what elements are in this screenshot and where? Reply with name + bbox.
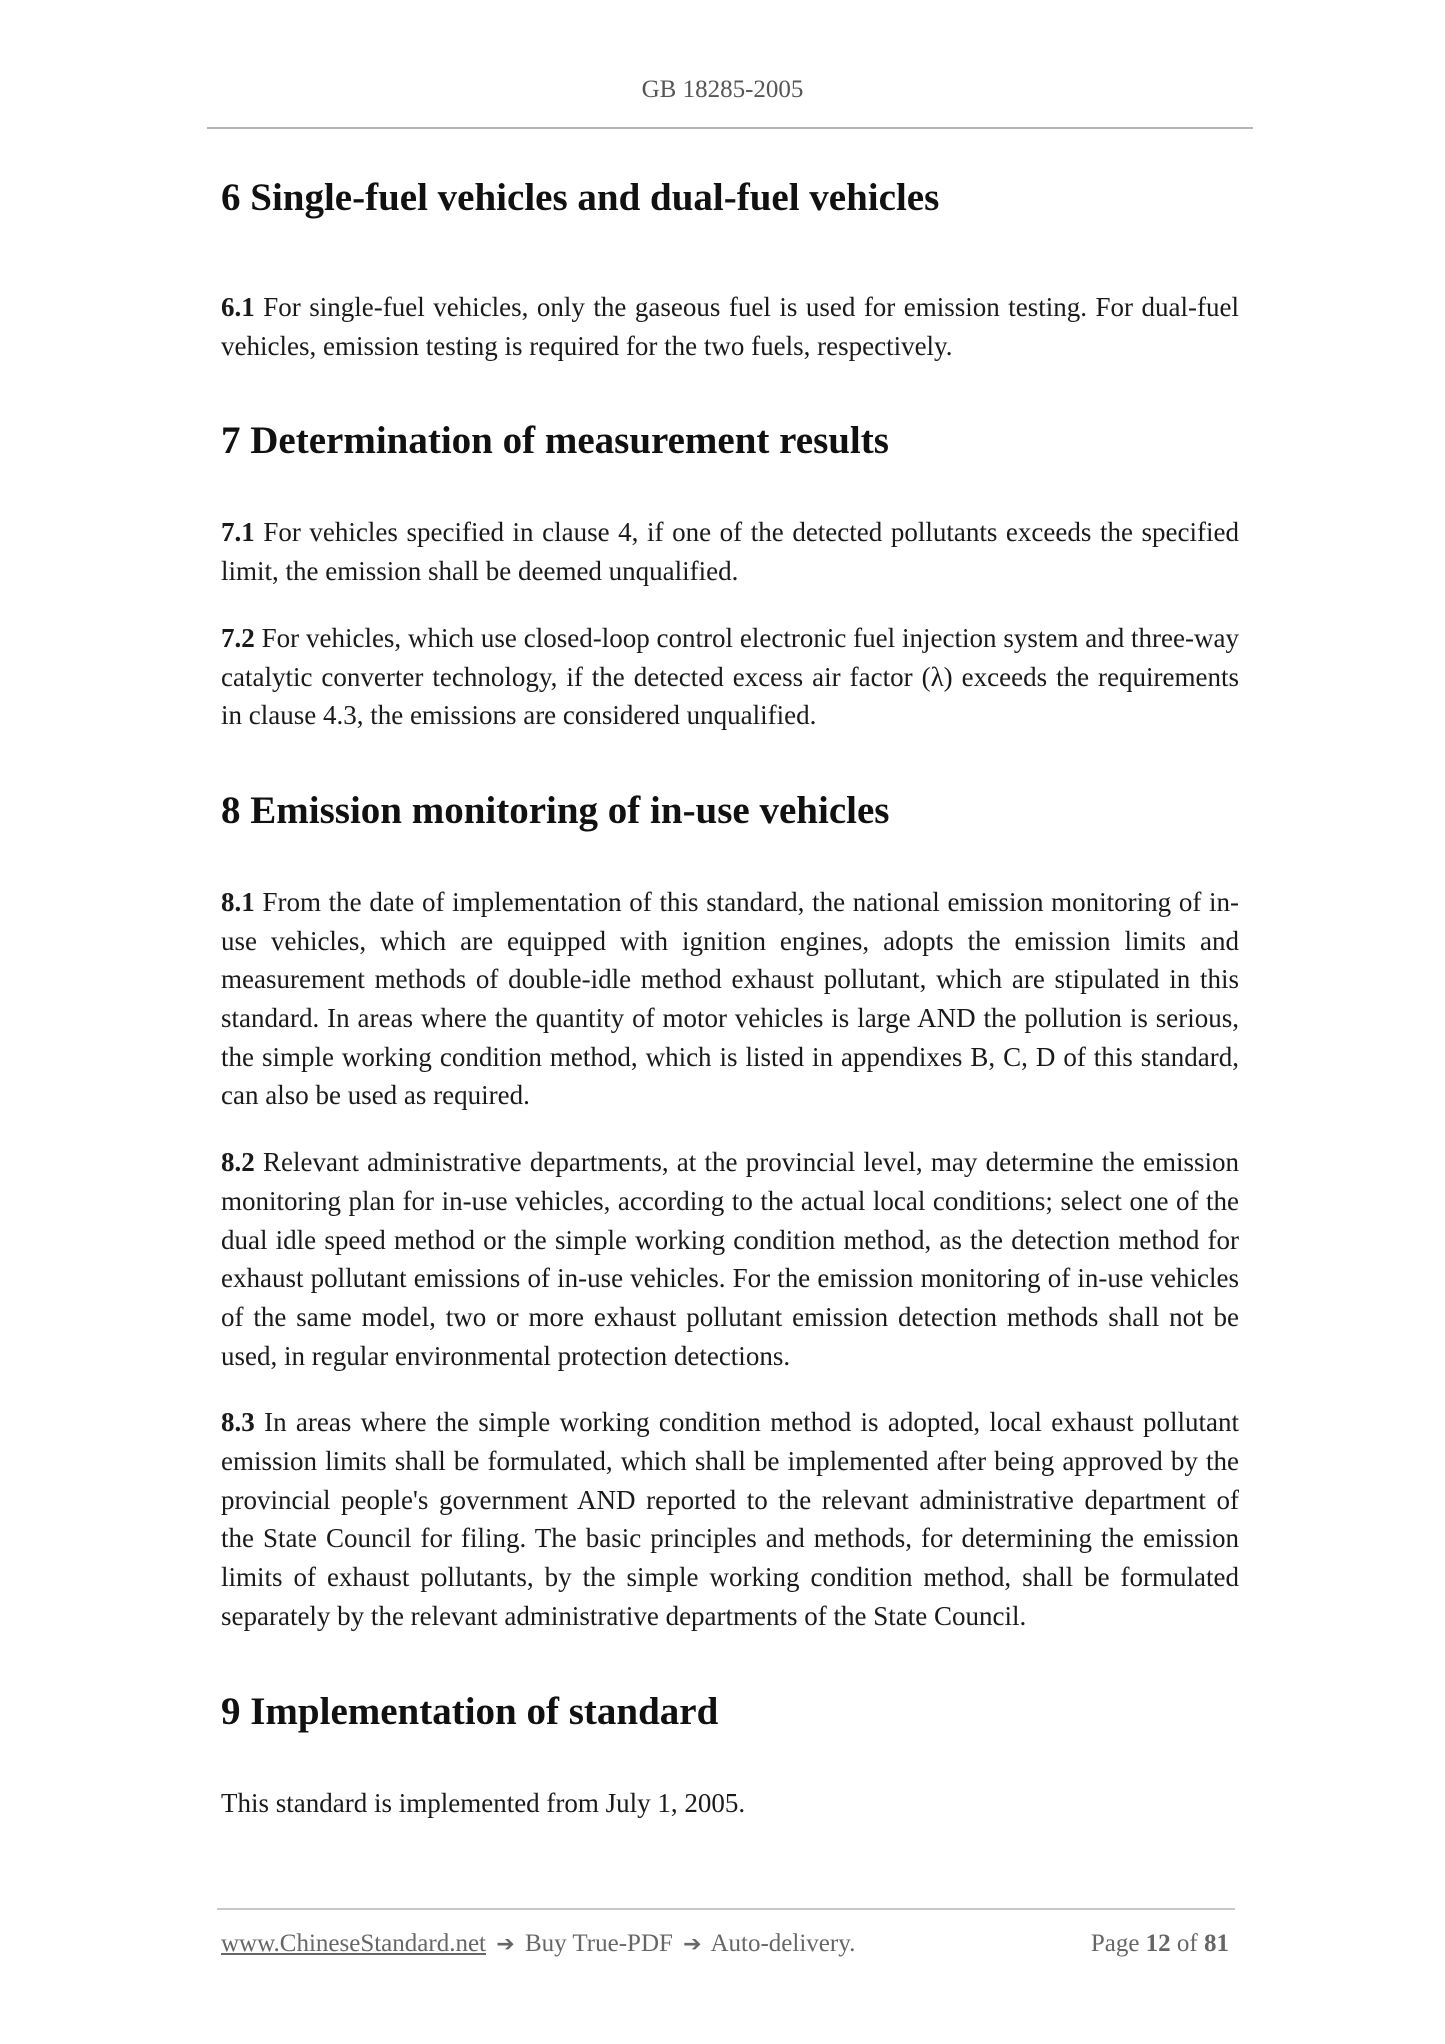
- clause-number: 8.1: [221, 886, 255, 917]
- section-9-heading: 9 Implementation of standard: [221, 1689, 719, 1733]
- section-8-heading: 8 Emission monitoring of in-use vehicles: [221, 788, 890, 832]
- clause-number: 6.1: [221, 292, 255, 322]
- page-indicator: [1091, 1930, 1229, 1958]
- clause-text: For vehicles, which use closed-loop control electronic fuel injection system and three-way catalytic converter technology, if the detected excess air factor (λ) exceeds the requirements in clause 4.3, the emissions are considered unqualified.: [221, 622, 1239, 731]
- section-6-heading: 6 Single-fuel vehicles and dual-fuel vehicles: [221, 176, 940, 219]
- clause-6-1: [221, 288, 1239, 365]
- implementation-statement: This standard is implemented from July 1, 2005.: [221, 1787, 746, 1818]
- clause-text: For single-fuel vehicles, only the gaseous fuel is used for emission testing. For dual-fuel vehicles, emission testing is required for the two fuels, respectively.: [221, 292, 1239, 361]
- clause-text: Relevant administrative departments, at the provincial level, may determine the emission monitoring plan for in-use vehicles, according to the actual local conditions; select one of the dual idle speed method or the simple working condition method, as the detection method for exhaust pollutant emissions of in-use vehicles. For the emission monitoring of in-use vehicles of the same model, two or more exhaust pollutant emission detection methods shall not be used, in regular environmental protection detections.: [221, 1147, 1239, 1371]
- arrow-right-icon: ➔: [496, 1932, 515, 1957]
- clause-8-2: [221, 1143, 1239, 1375]
- arrow-right-icon: ➔: [683, 1932, 702, 1957]
- clause-number: 7.2: [221, 622, 255, 653]
- page-of-label: of: [1176, 1930, 1198, 1957]
- section-7-heading: 7 Determination of measurement results: [221, 419, 889, 463]
- clause-text: For vehicles specified in clause 4, if one of the detected pollutants exceeds the specified limit, the emission shall be deemed unqualified.: [221, 517, 1239, 587]
- clause-text: From the date of implementation of this standard, the national emission monitoring of in-use vehicles, which are equipped with ignition engines, adopts the emission limits and measurement methods of double-idle method exhaust pollutant, which are stipulated in this standard. In areas where the quantity of motor vehicles is large AND the pollution is serious, the simple working condition method, which is listed in appendixes B, C, D of this standard, can also be used as required.: [221, 886, 1239, 1111]
- clause-number: 8.2: [221, 1147, 255, 1178]
- clause-7-1: [221, 513, 1239, 590]
- clause-8-1: [221, 883, 1239, 1115]
- clause-8-3: [221, 1403, 1239, 1635]
- website-link[interactable]: www.ChineseStandard.net: [221, 1930, 486, 1957]
- header-divider: [207, 127, 1253, 129]
- footer-divider: [217, 1908, 1235, 1910]
- clause-text: In areas where the simple working condition method is adopted, local exhaust pollutant emission limits shall be formulated, which shall be implemented after being approved by the provincial people's government AND reported to the relevant administrative department of the State Council for filing. The basic principles and methods, for determining the emission limits of exhaust pollutants, by the simple working condition method, shall be formulated separately by the relevant administrative departments of the State Council.: [221, 1407, 1239, 1631]
- current-page-number: 12: [1145, 1930, 1171, 1957]
- footer-promo: [221, 1930, 855, 1958]
- clause-number: 8.3: [221, 1407, 255, 1438]
- page-content: [221, 168, 1239, 1822]
- buy-pdf-text: Buy True-PDF: [524, 1930, 673, 1957]
- total-pages-number: 81: [1204, 1930, 1229, 1957]
- clause-number: 7.1: [221, 517, 255, 548]
- document-id-header: GB 18285-2005: [641, 76, 804, 103]
- clause-7-2: [221, 619, 1239, 735]
- auto-delivery-text: Auto-delivery.: [710, 1930, 856, 1957]
- page-label: Page: [1090, 1930, 1140, 1957]
